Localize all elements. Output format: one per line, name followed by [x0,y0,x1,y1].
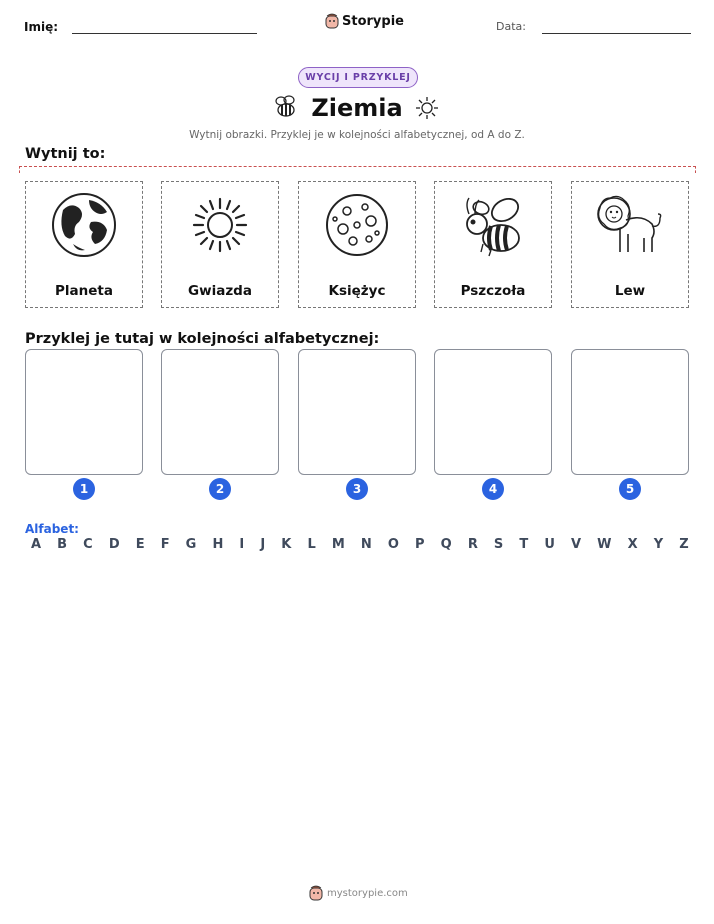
alphabet-letter: D [108,537,120,552]
cut-card-lion[interactable] [571,181,689,308]
alphabet-row [31,537,689,552]
instructions: Wytnij obrazki. Przyklej je w kolejności alfabetycznej, od A do Z. [189,129,525,141]
paste-slot-4[interactable] [434,349,552,475]
cut-card-planet[interactable] [25,181,143,308]
alphabet-letter: P [415,537,425,552]
alphabet-letter: G [185,537,197,552]
alphabet-letter: F [160,537,170,552]
card-label: Lew [614,283,646,299]
bee-icon [435,190,551,260]
moon-icon [299,190,415,260]
brand-logo [325,13,404,29]
alphabet-letter: N [360,537,372,552]
storypie-mascot-icon [309,885,323,901]
alphabet-letter: A [31,537,42,552]
date-label: Data: [496,20,526,33]
alphabet-letter: H [212,537,224,552]
cut-line [19,166,696,173]
sun-icon [414,95,440,125]
lion-icon [572,190,688,260]
alphabet-letter: B [57,537,68,552]
alphabet-letter: E [135,537,145,552]
alphabet-letter: Q [440,537,452,552]
alphabet-letter: S [493,537,504,552]
alphabet-letter: K [281,537,292,552]
cut-card-star[interactable] [161,181,279,308]
name-field[interactable] [72,33,257,34]
activity-tag: WYCIJ I PRZYKLEJ [298,67,418,88]
name-label: Imię: [24,20,59,34]
paste-slot-3[interactable] [298,349,416,475]
slot-number-2: 2 [209,478,231,500]
paste-slot-1[interactable] [25,349,143,475]
paste-heading: Przyklej je tutaj w kolejności alfabetycznej: [25,331,380,347]
alphabet-letter: V [571,537,582,552]
footer [309,885,408,901]
alphabet-letter: X [627,537,638,552]
alphabet-letter: I [239,537,245,552]
card-label: Pszczoła [460,283,526,299]
alphabet-letter: R [467,537,478,552]
bee-icon [272,93,300,125]
slot-number-4: 4 [482,478,504,500]
planet-icon [26,190,142,260]
alphabet-letter: J [260,537,266,552]
alphabet-letter: U [544,537,555,552]
brand-name: Storypie [342,13,404,29]
alphabet-letter: Z [679,537,689,552]
cut-card-moon[interactable] [298,181,416,308]
cut-card-bee[interactable] [434,181,552,308]
storypie-mascot-icon [325,13,339,29]
card-label: Gwiazda [188,283,252,299]
cut-heading: Wytnij to: [25,146,106,162]
alphabet-title: Alfabet: [25,522,79,536]
slot-number-1: 1 [73,478,95,500]
alphabet-letter: T [519,537,529,552]
paste-slot-2[interactable] [161,349,279,475]
alphabet-letter: O [387,537,399,552]
alphabet-letter: Y [653,537,664,552]
slot-number-3: 3 [346,478,368,500]
slot-number-5: 5 [619,478,641,500]
card-label: Planeta [55,283,113,299]
card-label: Księżyc [328,283,386,299]
alphabet-letter: M [331,537,345,552]
star-icon [162,190,278,260]
alphabet-letter: C [83,537,93,552]
alphabet-letter: L [307,537,316,552]
footer-url: mystorypie.com [327,887,408,899]
alphabet-letter: W [597,537,612,552]
worksheet-title: Ziemia [311,94,403,122]
paste-slot-5[interactable] [571,349,689,475]
date-field[interactable] [542,33,691,34]
